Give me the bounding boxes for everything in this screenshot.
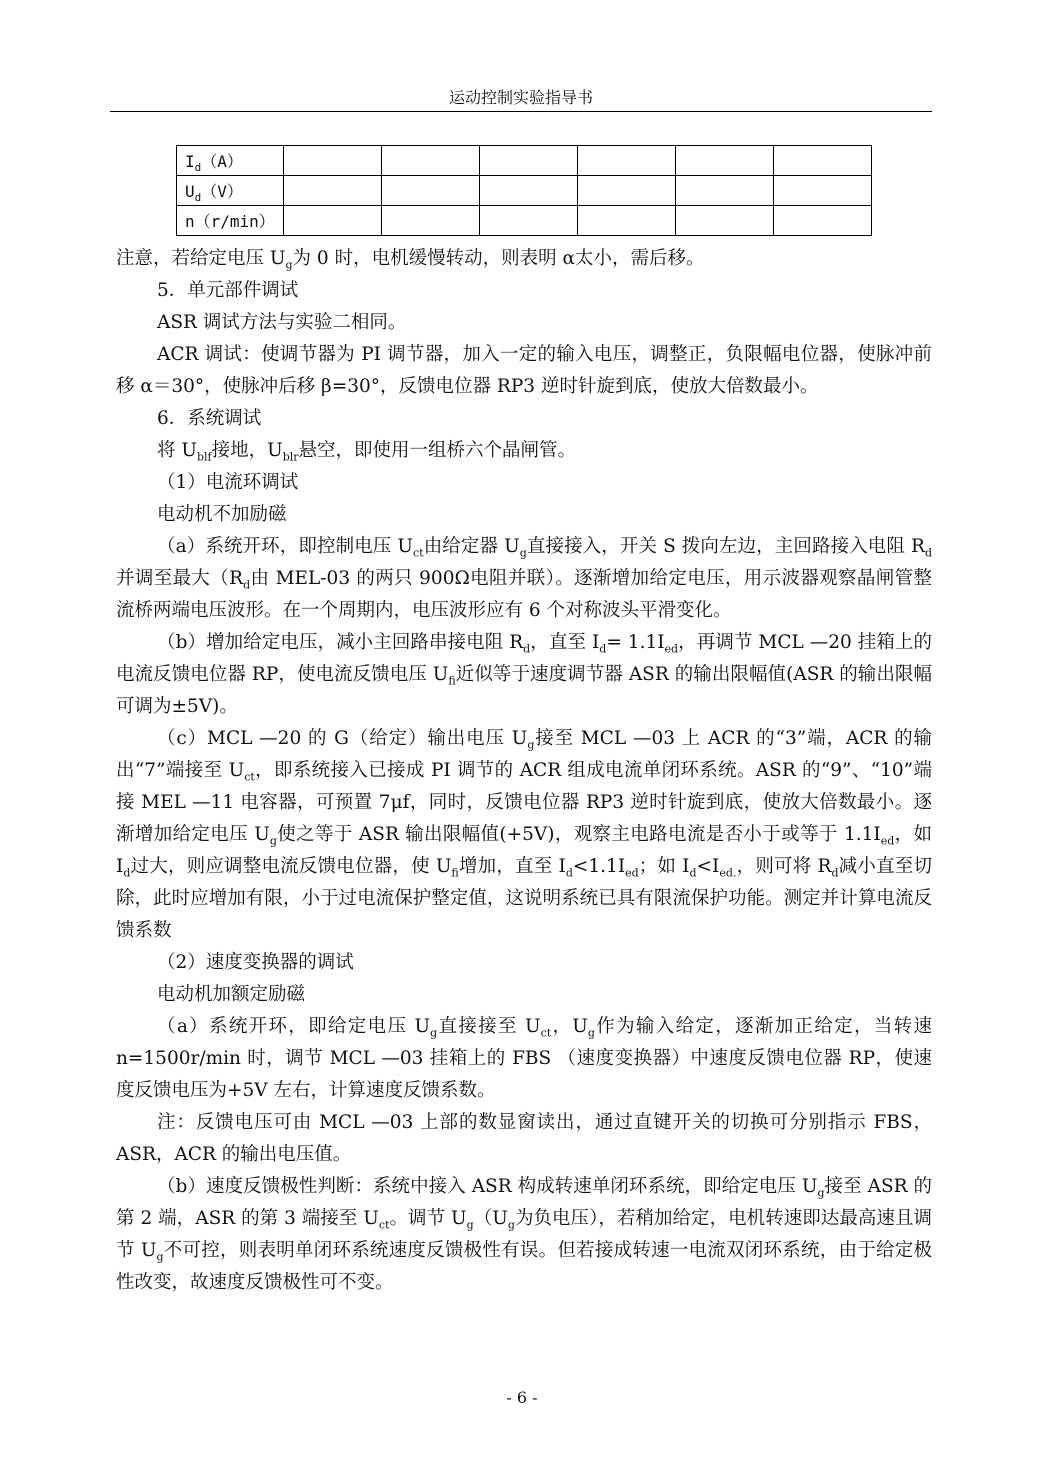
empty-cell (284, 146, 382, 176)
subscript: d (831, 866, 839, 880)
text-run: 由 MEL-03 的两只 900Ω电阻并联）。逐渐增加给定电压，用示波器观察晶闸管整流桥两端电压波形。在一个周期内，电压波形应有 6 个对称波头平滑变化。 (116, 568, 932, 621)
text-run: 接至 MCL —03 上 ACR 的“3”端，ACR 的输出“7”端接至 U (116, 728, 932, 781)
empty-cell (284, 176, 382, 206)
subscript: g (519, 546, 527, 560)
step-a-open-loop (116, 531, 932, 627)
text-run: 为 0 时，电机缓慢转动，则表明 α太小，需后移。 (292, 248, 705, 269)
subscript: d (689, 866, 697, 880)
empty-cell (382, 146, 480, 176)
subscript: ed (625, 866, 639, 880)
empty-cell (480, 176, 578, 206)
text-run: ，直至 I (530, 632, 600, 653)
subscript: blr (282, 450, 299, 464)
text-run: ，则可将 R (736, 856, 832, 877)
text-run: <I (696, 856, 720, 877)
rated-excitation-text: 电动机加额定励磁 (157, 984, 306, 1005)
empty-cell (382, 176, 480, 206)
subscript: d (924, 546, 932, 560)
feedback-note: 注：反馈电压可由 MCL —03 上部的数显窗读出，通过直键开关的切换可分别指示 FBS，ASR，ACR 的输出电压值。 (116, 1112, 932, 1165)
no-excitation-text: 电动机不加励磁 (157, 504, 287, 525)
note-zero-voltage (116, 243, 932, 275)
subscript: ct (244, 770, 255, 784)
table-row (177, 176, 872, 206)
step-b-current-feedback (116, 627, 932, 723)
empty-cell (578, 176, 676, 206)
text-run: ，即系统接入已接成 PI 调节的 ACR 组成电流单闭环系统。ASR 的“9”、“10”端接 MEL —11 电容器，可预置 7μf，同时，反馈电位器 RP3 逆时针旋到底，使放大倍数最小。逐渐增加给定电压 U (116, 760, 932, 845)
empty-cell (480, 146, 578, 176)
text-run: （c）MCL —20 的 G（给定）输出电压 U (157, 728, 528, 749)
document-body (116, 243, 932, 1299)
text-run: （U (473, 1208, 508, 1229)
text-run: ；如 I (638, 856, 690, 877)
text-run: 并调至最大（R (116, 568, 244, 589)
subscript: d (123, 866, 131, 880)
step-c-acr-loop (116, 723, 932, 947)
subscript: ed. (719, 866, 737, 880)
table-row (177, 206, 872, 236)
table-row (177, 146, 872, 176)
row-label: $U_d(V)$ (177, 176, 284, 206)
text-run: 将 U (157, 440, 197, 461)
subscript: g (817, 1186, 825, 1200)
subscript: g (156, 1250, 164, 1264)
empty-cell (284, 206, 382, 236)
subscript: g (527, 738, 535, 752)
subscript: g (430, 1026, 438, 1040)
subscript: g (285, 258, 293, 272)
text-run: （a）系统开环，即给定电压 U (157, 1016, 431, 1037)
text-run: 不可控，则表明单闭环系统速度反馈极性有误。但若接成转速一电流双闭环系统，由于给定极性改变，故速度反馈极性可不变。 (116, 1240, 932, 1293)
text-run: 过大，则应调整电流反馈电位器，使 U (130, 856, 452, 877)
text-run: 。调节 U (389, 1208, 467, 1229)
subscript: ct (413, 546, 424, 560)
subscript: d (599, 642, 607, 656)
empty-cell (676, 176, 774, 206)
text-run: 由给定器 U (423, 536, 520, 557)
text-run: 直接接入，开关 S 拨向左边，主回路接入电阻 R (526, 536, 925, 557)
subscript: ed (664, 642, 679, 656)
measurement-table (176, 145, 872, 236)
text-run: = 1.1I (606, 632, 665, 653)
section-5-heading: 5．单元部件调试 (157, 280, 299, 301)
empty-cell (774, 206, 872, 236)
subscript: ct (378, 1218, 390, 1232)
asr-debug-text: ASR 调试方法与实验二相同。 (157, 312, 407, 333)
text-run: 悬空，即使用一组桥六个晶闸管。 (298, 440, 577, 461)
empty-cell (578, 146, 676, 176)
text-run: （a）系统开环，即控制电压 U (157, 536, 413, 557)
page-number: - 6 - (506, 1388, 538, 1407)
acr-debug-text: ACR 调试：使调节器为 PI 调节器，加入一定的输入电压，调整正，负限幅电位器，使脉冲前移 α＝30°，使脉冲后移 β=30°，反馈电位器 RP3 逆时针旋到底，使放大倍数最小。 (116, 344, 932, 397)
text-run: 增加，直至 I (458, 856, 566, 877)
subscript: d (565, 866, 573, 880)
text-run: （b）速度反馈极性判断：系统中接入 ASR 构成转速单闭环系统，即给定电压 U (157, 1176, 818, 1197)
text-run: 接至 ASR 的第 2 端，ASR 的第 3 端接至 U (116, 1176, 932, 1229)
empty-cell (774, 176, 872, 206)
speed-converter-heading: （2）速度变换器的调试 (157, 952, 354, 973)
text-run: ，U (551, 1016, 588, 1037)
empty-cell (676, 146, 774, 176)
current-loop-heading: （1）电流环调试 (157, 472, 299, 493)
subscript: g (269, 834, 277, 848)
text-run: （b）增加给定电压，减小主回路串接电阻 R (157, 632, 524, 653)
section-6-heading: 6．系统调试 (157, 408, 262, 429)
empty-cell (480, 206, 578, 236)
speed-step-a (116, 1011, 932, 1107)
empty-cell (382, 206, 480, 236)
row-label: $I_d(A)$ (177, 146, 284, 176)
subscript: g (587, 1026, 595, 1040)
subscript: blf (196, 450, 212, 464)
text-run: ，如 I (116, 824, 932, 877)
subscript: fi (448, 674, 456, 688)
subscript: g (466, 1218, 474, 1232)
subscript: g (507, 1218, 515, 1232)
subscript: d (523, 642, 531, 656)
subscript: ct (540, 1026, 552, 1040)
text-run: 使之等于 ASR 输出限幅值(+5V)，观察主电路电流是否小于或等于 1.1I (276, 824, 881, 845)
row-label: n（r/min） (177, 206, 284, 236)
empty-cell (774, 146, 872, 176)
subscript: d (243, 578, 251, 592)
empty-cell (578, 206, 676, 236)
text-run: 接地，U (211, 440, 283, 461)
text-run: 作为输入给定，逐渐加正给定，当转速 n=1500r/min 时，调节 MCL —03 挂箱上的 FBS （速度变换器）中速度反馈电位器 RP，使速度反馈电压为+5V 左右，计算速度反馈系数。 (116, 1016, 932, 1101)
speed-step-b-polarity (116, 1171, 932, 1299)
bridge-setup-text (116, 435, 932, 467)
header-divider (110, 111, 932, 112)
page-header-title: 运动控制实验指导书 (448, 88, 593, 107)
text-run: ，再调节 MCL —20 挂箱上的电流反馈电位器 RP，使电流反馈电压 U (116, 632, 932, 685)
text-run: 注意，若给定电压 U (116, 248, 286, 269)
subscript: ed (880, 834, 895, 848)
text-run: <1.1I (572, 856, 626, 877)
text-run: 近似等于速度调节器 ASR 的输出限幅值(ASR 的输出限幅可调为±5V)。 (116, 664, 932, 717)
text-run: 为负电压），若稍加给定，电机转速即达最高速且调节 U (116, 1208, 932, 1261)
text-run: 直接接至 U (437, 1016, 541, 1037)
text-run: 减小直至切除，此时应增加有限，小于过电流保护整定值，这说明系统已具有限流保护功能。测定并计算电流反馈系数 (116, 856, 932, 941)
empty-cell (676, 206, 774, 236)
subscript: fi (451, 866, 459, 880)
